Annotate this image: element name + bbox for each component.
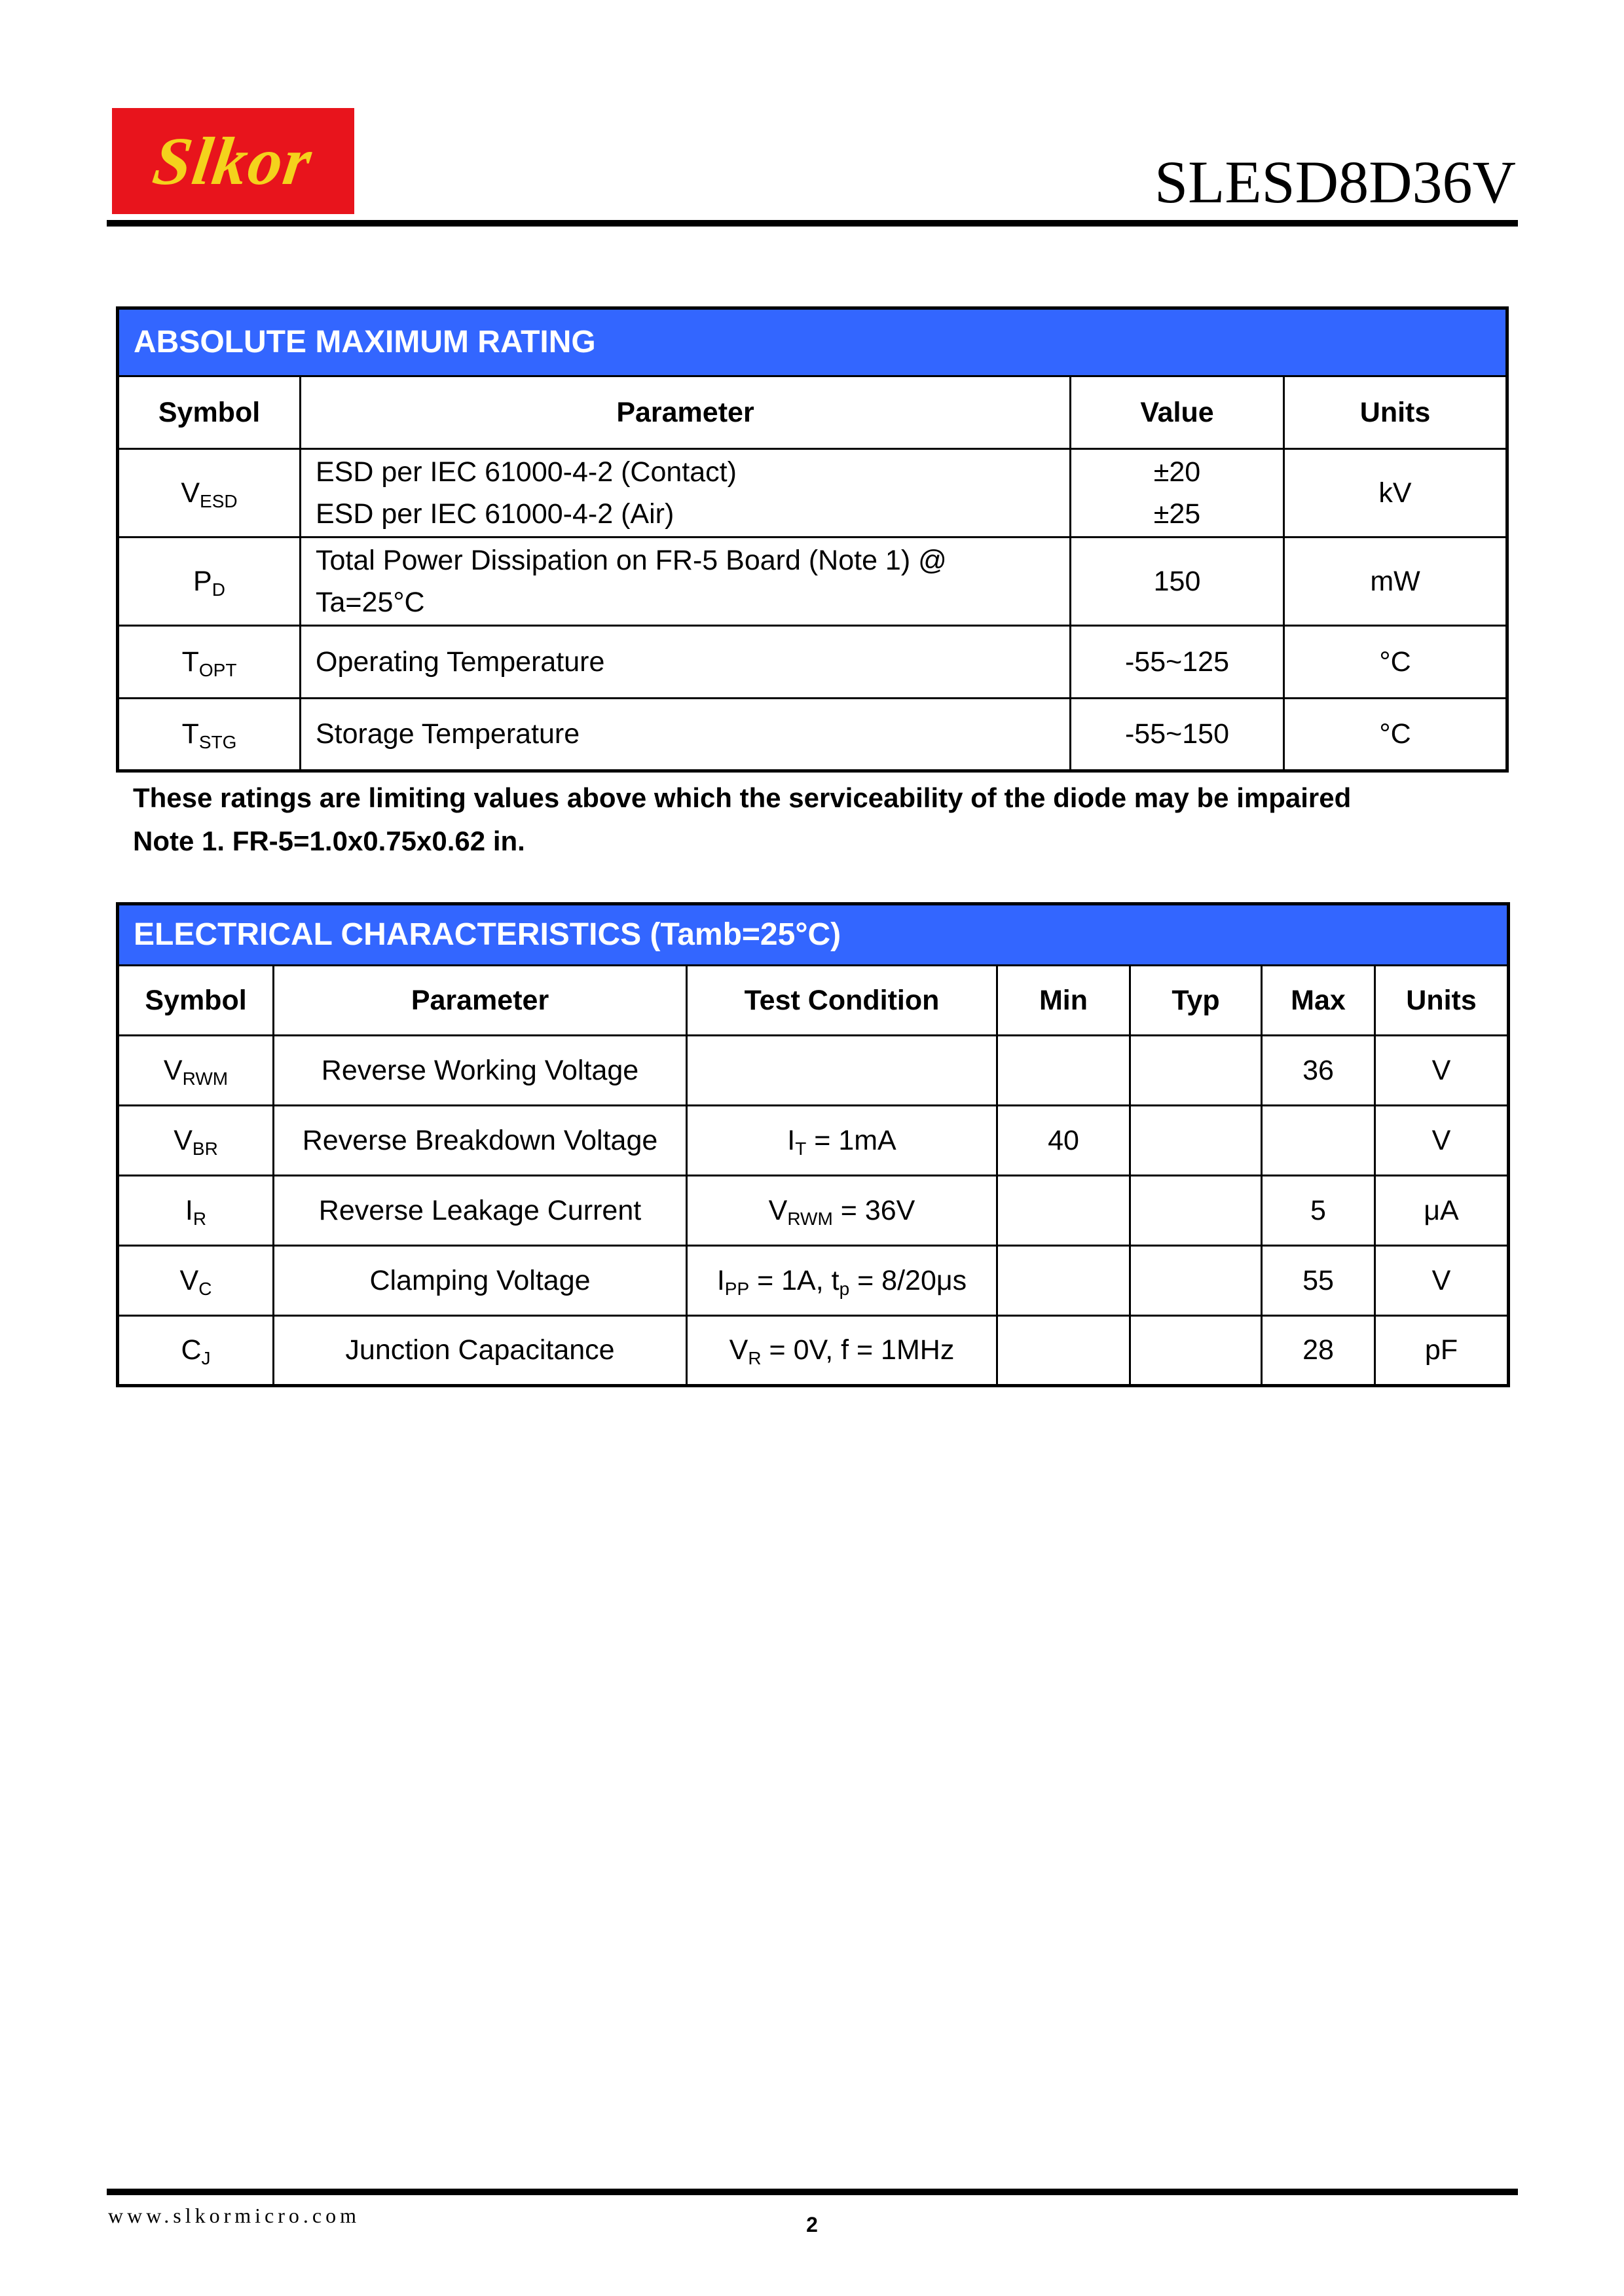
- test-condition-cell: [687, 1036, 997, 1106]
- table-row: [118, 449, 1507, 538]
- brand-logo: [112, 108, 354, 214]
- max-cell: [1262, 1106, 1375, 1176]
- parameter-cell: Operating Temperature: [301, 626, 1071, 699]
- symbol-cell: $T_{OPT}$: [118, 626, 301, 699]
- note-line: These ratings are limiting values above which the serviceability of the diode may be impaired: [133, 782, 1352, 813]
- typ-cell: [1130, 1036, 1262, 1106]
- value-cell: -55~125: [1071, 626, 1284, 699]
- test-condition-cell: $V_R = 0V$, f = 1MHz: [687, 1316, 997, 1386]
- value-cell: 150: [1071, 538, 1284, 626]
- typ-cell: [1130, 1246, 1262, 1316]
- table-row: [118, 1106, 1509, 1176]
- absolute-max-table: [116, 306, 1509, 773]
- typ-cell: [1130, 1316, 1262, 1386]
- max-cell: 36: [1262, 1036, 1375, 1106]
- electrical-characteristics-table: [116, 902, 1510, 1387]
- symbol-cell: $C_J$: [118, 1316, 274, 1386]
- table-row: [118, 1176, 1509, 1246]
- parameter-cell: Total Power Dissipation on FR-5 Board (Note 1) @ Ta=25°C: [301, 538, 1071, 626]
- rating-notes: [133, 776, 1351, 863]
- col-header-symbol: Symbol: [118, 376, 301, 449]
- units-cell: V: [1375, 1246, 1509, 1316]
- logo-text: Slkor: [149, 123, 318, 199]
- units-cell: °C: [1284, 626, 1507, 699]
- symbol-cell: $V_{RWM}$: [118, 1036, 274, 1106]
- symbol-cell: $T_{STG}$: [118, 699, 301, 771]
- parameter-cell: Reverse Breakdown Voltage: [274, 1106, 687, 1176]
- units-cell: mW: [1284, 538, 1507, 626]
- test-condition-cell: $V_{RWM} = 36V$: [687, 1176, 997, 1246]
- symbol-cell: $V_C$: [118, 1246, 274, 1316]
- electrical-title: ELECTRICAL CHARACTERISTICS (Tamb=25°C): [118, 904, 1509, 966]
- symbol-cell: $P_D$: [118, 538, 301, 626]
- value-cell: -55~150: [1071, 699, 1284, 771]
- col-header-min: Min: [997, 966, 1130, 1036]
- value-cell: ±20 ±25: [1071, 449, 1284, 538]
- parameter-cell: Reverse Leakage Current: [274, 1176, 687, 1246]
- units-cell: °C: [1284, 699, 1507, 771]
- typ-cell: [1130, 1106, 1262, 1176]
- min-cell: [997, 1036, 1130, 1106]
- test-condition-cell: $I_{PP} = 1A$, $t_p = 8/20\mu s$: [687, 1246, 997, 1316]
- min-cell: 40: [997, 1106, 1130, 1176]
- min-cell: [997, 1176, 1130, 1246]
- footer-rule: [107, 2189, 1518, 2195]
- table-row: [118, 626, 1507, 699]
- max-cell: 55: [1262, 1246, 1375, 1316]
- units-cell: V: [1375, 1106, 1509, 1176]
- parameter-cell: Storage Temperature: [301, 699, 1071, 771]
- page-number: 2: [806, 2213, 818, 2236]
- test-condition-cell: $I_T = 1mA$: [687, 1106, 997, 1176]
- table-row: [118, 699, 1507, 771]
- header-rule: [107, 220, 1518, 227]
- col-header-max: Max: [1262, 966, 1375, 1036]
- table-row: [118, 1036, 1509, 1106]
- footer-url: www.slkormicro.com: [108, 2204, 360, 2227]
- note-line: Note 1. FR-5=1.0x0.75x0.62 in.: [133, 826, 525, 856]
- table-row: [118, 1316, 1509, 1386]
- col-header-symbol: Symbol: [118, 966, 274, 1036]
- parameter-cell: Junction Capacitance: [274, 1316, 687, 1386]
- max-cell: 5: [1262, 1176, 1375, 1246]
- symbol-cell: $I_R$: [118, 1176, 274, 1246]
- max-cell: 28: [1262, 1316, 1375, 1386]
- col-header-test-condition: Test Condition: [687, 966, 997, 1036]
- min-cell: [997, 1246, 1130, 1316]
- symbol-cell: $V_{BR}$: [118, 1106, 274, 1176]
- part-number: SLESD8D36V: [1154, 149, 1516, 215]
- typ-cell: [1130, 1176, 1262, 1246]
- col-header-parameter: Parameter: [274, 966, 687, 1036]
- col-header-parameter: Parameter: [301, 376, 1071, 449]
- col-header-typ: Typ: [1130, 966, 1262, 1036]
- col-header-units: Units: [1375, 966, 1509, 1036]
- table-row: [118, 1246, 1509, 1316]
- symbol-cell: $V_{ESD}$: [118, 449, 301, 538]
- parameter-cell: Clamping Voltage: [274, 1246, 687, 1316]
- parameter-cell: ESD per IEC 61000-4-2 (Contact) ESD per IEC 61000-4-2 (Air): [301, 449, 1071, 538]
- units-cell: kV: [1284, 449, 1507, 538]
- units-cell: μA: [1375, 1176, 1509, 1246]
- absolute-max-title: ABSOLUTE MAXIMUM RATING: [118, 308, 1507, 376]
- min-cell: [997, 1316, 1130, 1386]
- units-cell: pF: [1375, 1316, 1509, 1386]
- col-header-units: Units: [1284, 376, 1507, 449]
- parameter-cell: Reverse Working Voltage: [274, 1036, 687, 1106]
- col-header-value: Value: [1071, 376, 1284, 449]
- table-row: [118, 538, 1507, 626]
- units-cell: V: [1375, 1036, 1509, 1106]
